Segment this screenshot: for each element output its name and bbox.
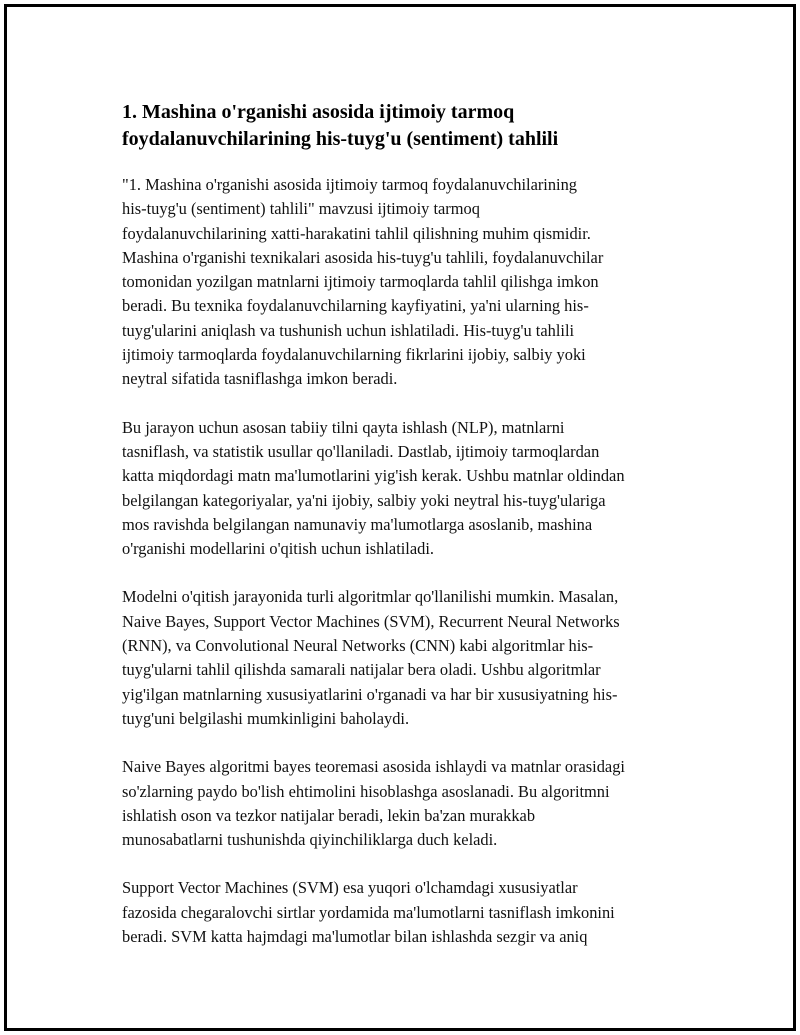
- paragraph-svm: [122, 876, 702, 949]
- text-line: Naive Bayes, Support Vector Machines (SVM), Recurrent Neural Networks: [122, 611, 620, 631]
- text-line: yig'ilgan matnlarning xususiyatlarini o'rganadi va har bir xususiyatning his-: [122, 684, 618, 704]
- text-line: (RNN), va Convolutional Neural Networks (CNN) kabi algoritmlar his-: [122, 636, 594, 656]
- text-line: Mashina o'rganishi texnikalari asosida his-tuyg'u tahlili, foydalanuvchilar: [122, 247, 604, 267]
- document-body: [122, 99, 702, 973]
- text-line: tuyg'ularini aniqlash va tushunish uchun ishlatiladi. His-tuyg'u tahlili: [122, 320, 575, 340]
- text-line: Modelni o'qitish jarayonida turli algoritmlar qo'llanilishi mumkin. Masalan,: [122, 587, 619, 607]
- page-frame: [4, 4, 796, 1031]
- text-line: Naive Bayes algoritmi bayes teoremasi asosida ishlaydi va matnlar orasidagi: [122, 757, 625, 777]
- text-line: his-tuyg'u (sentiment) tahlili" mavzusi ijtimoiy tarmoq: [122, 199, 480, 219]
- text-line: foydalanuvchilarining xatti-harakatini tahlil qilishning muhim qismidir.: [122, 223, 591, 243]
- paragraph-algorithms: [122, 585, 702, 731]
- text-line: munosabatlarni tushunishda qiyinchiliklarga duch keladi.: [122, 830, 498, 850]
- text-line: neytral sifatida tasniflashga imkon beradi.: [122, 369, 398, 389]
- text-line: beradi. SVM katta hajmdagi ma'lumotlar bilan ishlashda sezgir va aniq: [122, 927, 588, 947]
- paragraph-intro: [122, 173, 702, 392]
- paragraph-naive-bayes: [122, 755, 702, 852]
- text-line: tasniflash, va statistik usullar qo'llaniladi. Dastlab, ijtimoiy tarmoqlardan: [122, 441, 600, 461]
- text-line: Bu jarayon uchun asosan tabiiy tilni qayta ishlash (NLP), matnlarni: [122, 417, 565, 437]
- paragraph-process: [122, 416, 702, 562]
- text-line: fazosida chegaralovchi sirtlar yordamida ma'lumotlarni tasniflash imkonini: [122, 902, 615, 922]
- text-line: tuyg'ularni tahlil qilishda samarali natijalar bera oladi. Ushbu algoritmlar: [122, 660, 601, 680]
- text-line: ijtimoiy tarmoqlarda foydalanuvchilarning fikrlarini ijobiy, salbiy yoki: [122, 345, 586, 365]
- text-line: so'zlarning paydo bo'lish ehtimolini hisoblashga asoslanadi. Bu algoritmni: [122, 781, 610, 801]
- section-heading: [122, 99, 702, 153]
- text-line: o'rganishi modellarini o'qitish uchun ishlatiladi.: [122, 539, 434, 559]
- text-line: mos ravishda belgilangan namunaviy ma'lumotlarga asoslanib, mashina: [122, 514, 593, 534]
- text-line: beradi. Bu texnika foydalanuvchilarning kayfiyatini, ya'ni ularning his-: [122, 296, 589, 316]
- text-line: tuyg'uni belgilashi mumkinligini baholaydi.: [122, 708, 410, 728]
- text-line: Support Vector Machines (SVM) esa yuqori o'lchamdagi xususiyatlar: [122, 878, 578, 898]
- heading-line: foydalanuvchilarining his-tuyg'u (sentiment) tahlili: [122, 128, 559, 150]
- heading-line: 1. Mashina o'rganishi asosida ijtimoiy tarmoq: [122, 101, 515, 123]
- text-line: belgilangan kategoriyalar, ya'ni ijobiy, salbiy yoki neytral his-tuyg'ulariga: [122, 490, 606, 510]
- text-line: "1. Mashina o'rganishi asosida ijtimoiy tarmoq foydalanuvchilarining: [122, 175, 577, 194]
- text-line: katta miqdordagi matn ma'lumotlarini yig'ish kerak. Ushbu matnlar oldindan: [122, 466, 625, 486]
- text-line: tomonidan yozilgan matnlarni ijtimoiy tarmoqlarda tahlil qilishga imkon: [122, 272, 599, 292]
- text-line: ishlatish oson va tezkor natijalar beradi, lekin ba'zan murakkab: [122, 805, 536, 825]
